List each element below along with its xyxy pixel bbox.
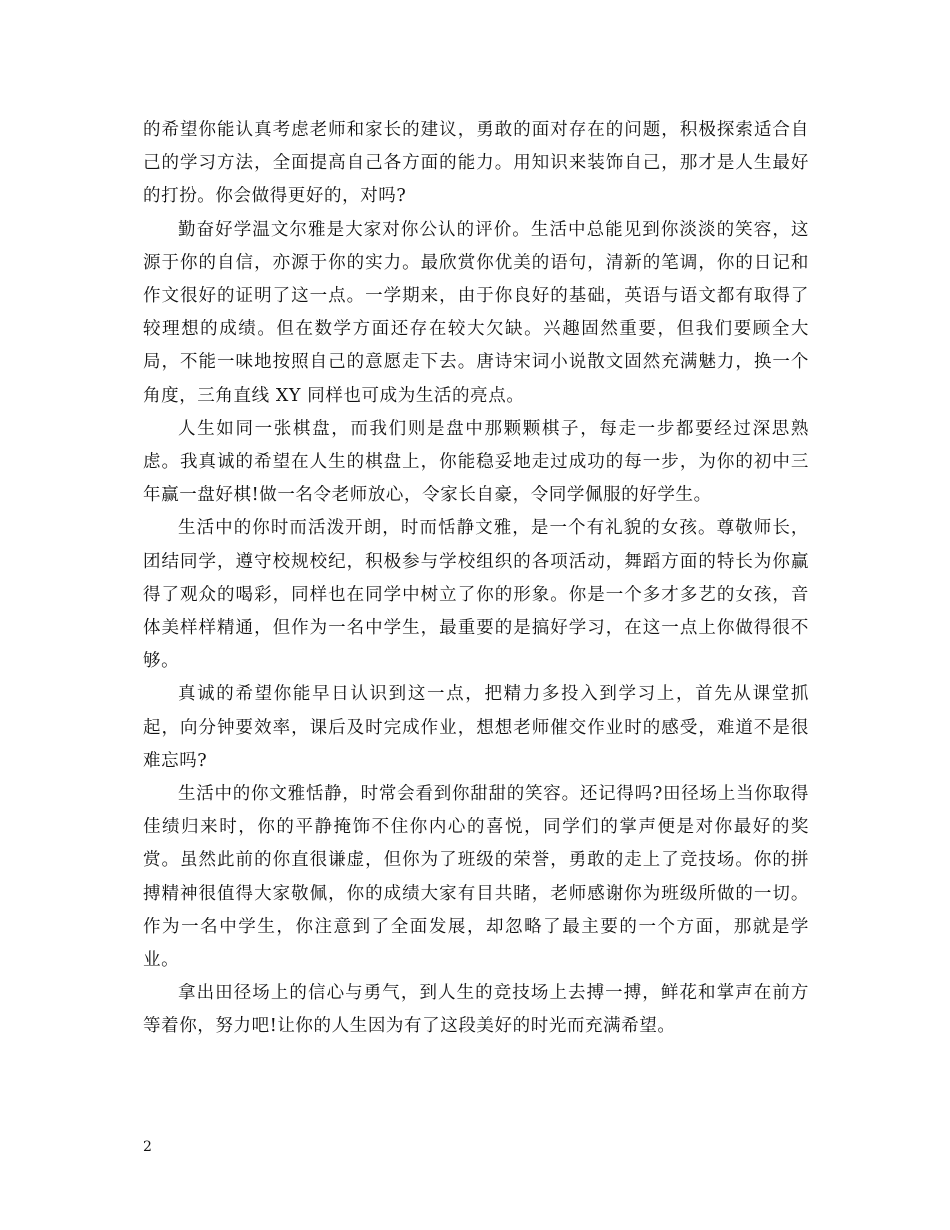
- page-number: 2: [143, 1139, 152, 1155]
- paragraph-7: 拿出田径场上的信心与勇气，到人生的竞技场上去搏一搏，鲜花和掌声在前方等着你，努力吧!让你的人生因为有了这段美好的时光而充满希望。: [143, 983, 809, 1037]
- paragraph-1: 的希望你能认真考虑老师和家长的建议，勇敢的面对存在的问题，积极探索适合自己的学习方法，全面提高自己各方面的能力。用知识来装饰自己，那才是人生最好的打扮。你会做得更好的，对吗?: [143, 120, 809, 207]
- paragraph-2: 勤奋好学温文尔雅是大家对你公认的评价。生活中总能见到你淡淡的笑容，这源于你的自信，亦源于你的实力。最欣赏你优美的语句，清新的笔调，你的日记和作文很好的证明了这一点。一学期来，由于你良好的基础，英语与语文都有取得了较理想的成绩。但在数学方面还存在较大欠缺。兴趣固然重要，但我们要顾全大局，不能一味地按照自己的意愿走下去。唐诗宋词小说散文固然充满魅力，换一个角度，三角直线 XY 同样也可成为生活的亮点。: [143, 219, 809, 406]
- body-text: [143, 114, 809, 1044]
- paragraph-4: 生活中的你时而活泼开朗，时而恬静文雅，是一个有礼貌的女孩。尊敬师长，团结同学，遵守校规校纪，积极参与学校组织的各项活动，舞蹈方面的特长为你赢得了观众的喝彩，同样也在同学中树立了你的形象。你是一个多才多艺的女孩，音体美样样精通，但作为一名中学生，最重要的是搞好学习，在这一点上你做得很不够。: [143, 518, 809, 672]
- paragraph-3: 人生如同一张棋盘，而我们则是盘中那颗颗棋子，每走一步都要经过深思熟虑。我真诚的希望在人生的棋盘上，你能稳妥地走过成功的每一步，为你的初中三年赢一盘好棋!做一名令老师放心，令家长自豪，令同学佩服的好学生。: [143, 418, 809, 506]
- paragraph-6: 生活中的你文雅恬静，时常会看到你甜甜的笑容。还记得吗?田径场上当你取得佳绩归来时，你的平静掩饰不住你内心的喜悦，同学们的掌声便是对你最好的奖赏。虽然此前的你直很谦虚，但你为了班级的荣誉，勇敢的走上了竞技场。你的拼搏精神很值得大家敬佩，你的成绩大家有目共睹，老师感谢你为班级所做的一切。作为一名中学生，你注意到了全面发展，却忽略了最主要的一个方面，那就是学业。: [143, 784, 809, 971]
- paragraph-5: 真诚的希望你能早日认识到这一点，把精力多投入到学习上，首先从课堂抓起，向分钟要效率，课后及时完成作业，想想老师催交作业时的感受，难道不是很难忘吗?: [143, 684, 809, 771]
